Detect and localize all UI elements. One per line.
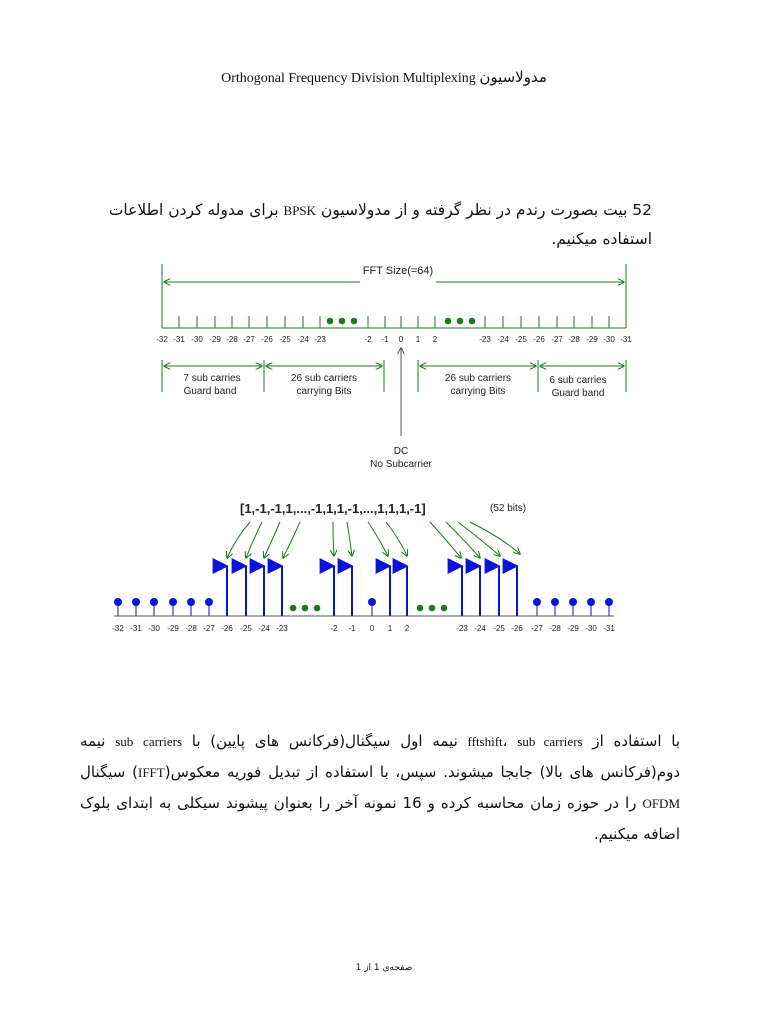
carriers-right-line2: carrying Bits: [450, 386, 506, 397]
stem-ellipsis-left: [290, 605, 321, 612]
guard-band-left-line2: Guard band: [183, 386, 237, 397]
stem-tick-label: -23: [276, 624, 288, 633]
stem-dot: [205, 598, 213, 606]
stem-tick-label: -30: [585, 624, 597, 633]
stem-plot: [112, 566, 615, 633]
page-title: [0, 68, 768, 87]
stem-tick-label: -26: [511, 624, 523, 633]
ofdm-text-6: نمونه آخر را بعنوان پیشوند سیکلی به ابتدای بلوک اضافه میکنیم.: [80, 794, 680, 843]
subcarrier-allocation-diagram: [0, 260, 768, 740]
stem-dot: [169, 598, 177, 606]
stem-tick-label: -25: [240, 624, 252, 633]
stem-dot: [150, 598, 158, 606]
stem-tick-label: -29: [567, 624, 579, 633]
ofdm-sep: ،: [502, 732, 518, 750]
ofdm-text-2: نیمه اول سیگنال(فرکانس های پایین) با: [182, 732, 468, 750]
stem-dot: [187, 598, 195, 606]
stem-tick-label: -27: [531, 624, 543, 633]
intro-text-1: بیت بصورت رندم در نظر گرفته و از مدولاسیون: [316, 201, 633, 219]
ofdm-text-4: ) سیگنال: [80, 763, 138, 781]
no-subcarrier-label: No Subcarrier: [370, 459, 432, 470]
fft-size-label: FFT Size(=64): [362, 265, 434, 277]
stem-tick-label: -31: [130, 624, 142, 633]
intro-bpsk: BPSK: [283, 203, 317, 218]
tick-label: -23: [479, 335, 491, 344]
carriers-right-line1: 26 sub carriers: [444, 373, 512, 384]
ellipsis-dots-right: [445, 318, 476, 325]
ofdm-16: 16: [402, 794, 422, 812]
stem-dot: [551, 598, 559, 606]
tick-label: -26: [533, 335, 545, 344]
subcarrier-axis: [156, 316, 632, 344]
tick-label: -30: [191, 335, 203, 344]
stem-tick-label: -27: [203, 624, 215, 633]
stem-tick-label: -25: [493, 624, 505, 633]
bit-count-label: (52 bits): [490, 503, 527, 514]
stem-dot: [533, 598, 541, 606]
title-english: Orthogonal Frequency Division Multiplexing: [221, 71, 476, 86]
tick-label: -29: [586, 335, 598, 344]
ofdm-text-5: را در حوزه زمان محاسبه کرده و: [421, 794, 643, 812]
tick-label: -31: [173, 335, 185, 344]
tick-label: -24: [497, 335, 509, 344]
ofdm-ofdm: OFDM: [642, 796, 681, 811]
stem-tick-label: -1: [348, 624, 356, 633]
ofdm-carriers: carriers: [143, 734, 183, 749]
page-footer: صفحه‌ی 1 از 1: [355, 963, 413, 973]
stem-tick-label: -30: [148, 624, 160, 633]
tick-label: -31: [620, 335, 632, 344]
paragraph-ofdm: [80, 726, 680, 849]
tick-label: -2: [364, 335, 372, 344]
stem-tick-label: -24: [474, 624, 486, 633]
tick-label: -25: [279, 335, 291, 344]
intro-text-2: برای مدوله کردن اطلاعات استفاده میکنیم.: [108, 201, 652, 248]
ofdm-subcarriers: sub carriers: [517, 734, 583, 749]
tick-label: -28: [226, 335, 238, 344]
stem-dot: [368, 598, 376, 606]
fft-size-indicator: [162, 264, 626, 318]
stem-dot: [569, 598, 577, 606]
stem-tick-label: -29: [167, 624, 179, 633]
mapping-arrows: [227, 522, 520, 558]
ofdm-text-3: نیمه دوم(فرکانس های بالا) جابجا میشوند. سپس، با استفاده از تبدیل فوریه معکوس(: [80, 732, 680, 781]
stem-dot: [132, 598, 140, 606]
guard-band-left-line1: 7 sub carries: [183, 373, 241, 384]
ellipsis-dots-left: [327, 318, 358, 325]
tick-label: -27: [243, 335, 255, 344]
tick-label: 0: [398, 335, 404, 344]
bit-vector: [240, 501, 526, 516]
stem-tick-label: -28: [549, 624, 561, 633]
tick-label: -30: [603, 335, 615, 344]
stem-tick-label: -31: [603, 624, 615, 633]
carriers-left-line2: carrying Bits: [296, 386, 352, 397]
stem-tick-label: -23: [456, 624, 468, 633]
stem-tick-label: 2: [404, 624, 410, 633]
stem-tick-label: 1: [387, 624, 393, 633]
tick-label: -1: [381, 335, 389, 344]
carriers-left-line1: 26 sub carriers: [290, 373, 358, 384]
stem-dot: [587, 598, 595, 606]
stem-tick-label: -24: [258, 624, 270, 633]
guard-band-right-line2: Guard band: [551, 388, 605, 399]
guard-band-right-line1: 6 sub carries: [549, 375, 607, 386]
title-persian: مدولاسیون: [479, 68, 547, 86]
stem-dot: [605, 598, 613, 606]
tick-label: 1: [415, 335, 421, 344]
tick-label: -26: [261, 335, 273, 344]
tick-label: -25: [515, 335, 527, 344]
tick-label: -27: [551, 335, 563, 344]
ofdm-ifft: IFFT: [138, 765, 165, 780]
stem-dot: [114, 598, 122, 606]
ofdm-text-1: با استفاده از: [582, 732, 681, 750]
stem-tick-label: -28: [185, 624, 197, 633]
ofdm-fftshift: fftshift: [467, 734, 503, 749]
stem-tick-label: -32: [112, 624, 124, 633]
stem-tick-label: -2: [330, 624, 338, 633]
dc-label: DC: [393, 446, 409, 457]
stem-tick-label: -26: [221, 624, 233, 633]
tick-label: 2: [432, 335, 438, 344]
tick-label: -32: [156, 335, 168, 344]
bit-vector-label: [1,-1,-1,1,...,-1,1,1,-1,...,1,1,1,-1]: [240, 501, 426, 516]
stem-ellipsis-right: [417, 605, 448, 612]
ofdm-sub: sub: [115, 734, 134, 749]
tick-label: -24: [297, 335, 309, 344]
tick-label: -23: [314, 335, 326, 344]
tick-label: -29: [209, 335, 221, 344]
intro-number: 52: [632, 201, 652, 219]
paragraph-intro: [92, 196, 652, 254]
tick-label: -28: [568, 335, 580, 344]
stem-tick-label: 0: [369, 624, 375, 633]
